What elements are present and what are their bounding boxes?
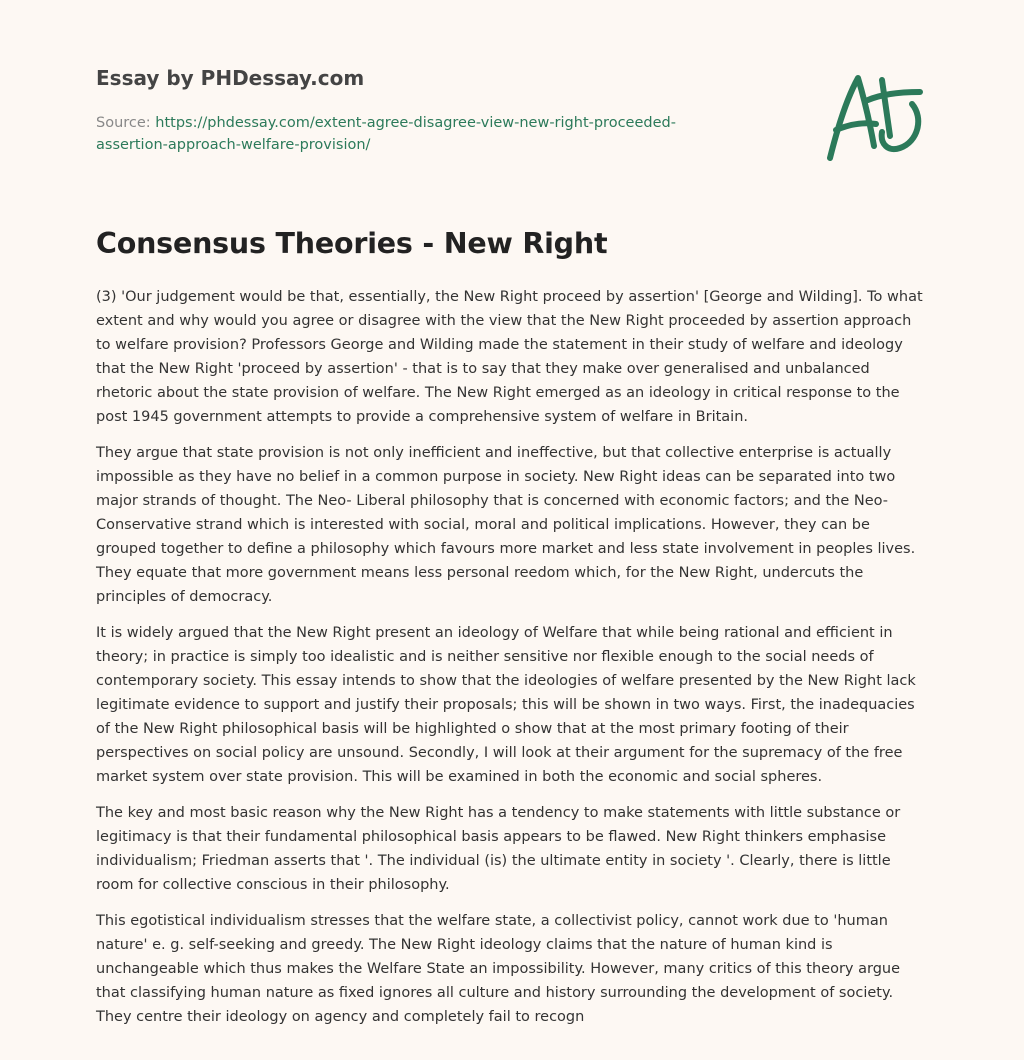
paragraph: They argue that state provision is not only inefficient and ineffective, but that collective enterprise is actually impossible as they have no belief in a common purpose in society. New Right ideas can be separated into two major strands of thought. The Neo- Liberal philosophy that is concerned with economic factors; and the Neo-Conservative strand which is interested with social, moral and political implications. However, they can be grouped together to define a philosophy which favours more market and less state involvement in peoples lives. They equate that more government means less personal reedom which, for the New Right, undercuts the principles of democracy. [96,445,916,605]
source-link[interactable]: https://phdessay.com/extent-agree-disagree-view-new-right-proceeded-assertion-approach-welfare-provision/ [96,115,676,153]
paragraph: It is widely argued that the New Right present an ideology of Welfare that while being rational and efficient in theory; in practice is simply too idealistic and is neither sensitive nor flexible enough to the social needs of contemporary society. This essay intends to show that the ideologies of welfare presented by the New Right lack legitimate evidence to support and justify their proposals; this will be shown in two ways. First, the inadequacies of the New Right philosophical basis will be highlighted o show that at the most primary footing of their perspectives on social policy are unsound. Secondly, I will look at their argument for the supremacy of the free market system over state provision. This will be examined in both the economic and social spheres. [96,625,916,785]
paragraph: The key and most basic reason why the New Right has a tendency to make statements with little substance or legitimacy is that their fundamental philosophical basis appears to be flawed. New Right thinkers emphasise individualism; Friedman asserts that '. The individual (is) the ultimate entity in society '. Clearly, there is little room for collective conscious in their philosophy. [96,805,901,893]
source-label: Source: [96,115,156,131]
header [96,64,736,156]
site-title: Essay by PHDessay.com [96,66,365,90]
essay-title: Consensus Theories - New Right [96,227,608,260]
essay-body [96,285,930,1041]
a-plus-logo [820,66,930,166]
paragraph: This egotistical individualism stresses that the welfare state, a collectivist policy, cannot work due to 'human nature' e. g. self-seeking and greedy. The New Right ideology claims that the nature of human kind is unchangeable which thus makes the Welfare State an impossibility. However, many critics of this theory argue that classifying human nature as fixed ignores all culture and history surrounding the development of society. They centre their ideology on agency and completely fail to recogn [96,913,901,1025]
source-line [96,112,736,156]
paragraph: (3) 'Our judgement would be that, essentially, the New Right proceed by assertion' [George and Wilding]. To what extent and why would you agree or disagree with the view that the New Right proceeded by assertion approach to welfare provision? Professors George and Wilding made the statement in their study of welfare and ideology that the New Right 'proceed by assertion' - that is to say that they make over generalised and unbalanced rhetoric about the state provision of welfare. The New Right emerged as an ideology in critical response to the post 1945 government attempts to provide a comprehensive system of welfare in Britain. [96,289,923,425]
